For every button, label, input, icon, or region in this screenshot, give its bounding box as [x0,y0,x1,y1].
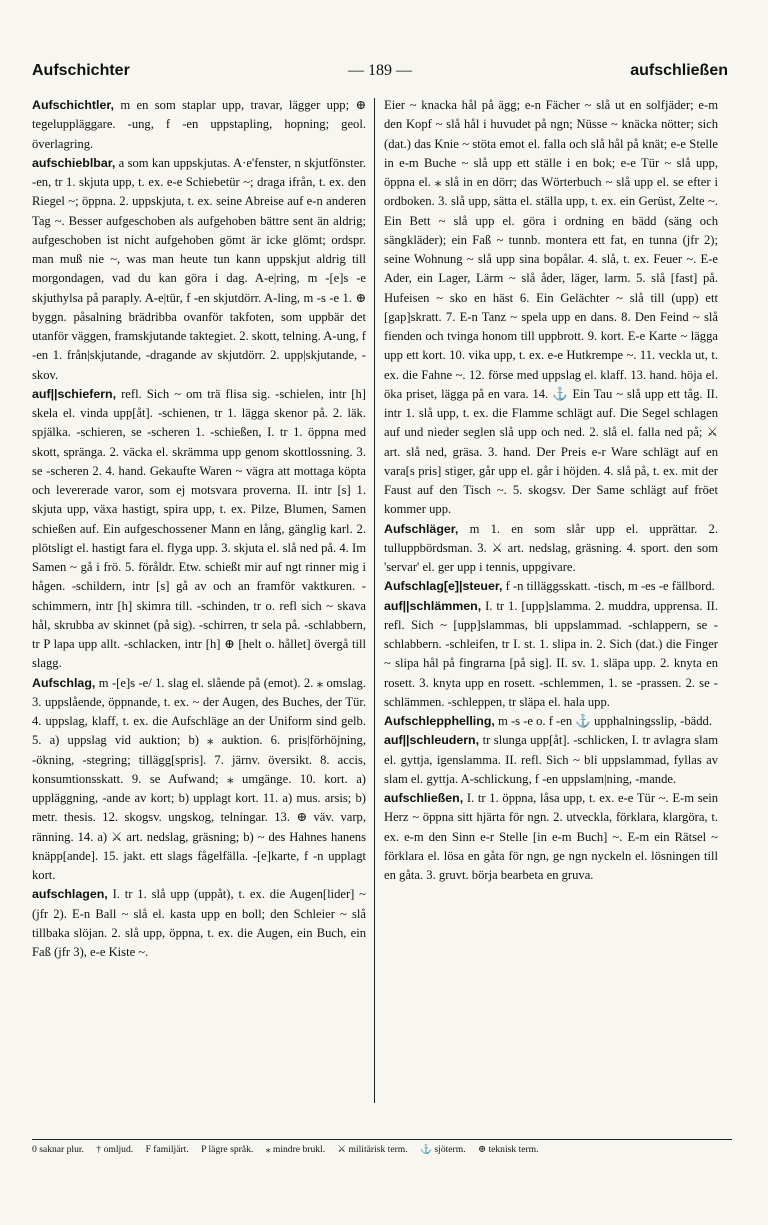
entry-headword: Aufschlag[e]|steuer, [384,579,503,594]
entry-headword: Aufschlepphelling, [384,714,495,728]
legend-item: 0 saknar plur. [32,1144,84,1155]
entry-headword: aufschlagen, [32,887,108,902]
entry-headword: Aufschlag, [32,675,96,690]
dictionary-entry [32,674,366,886]
entry-text: I. tr 1. slå upp (uppåt), t. ex. die Augen[lider] ~ (jfr 2). E-n Ball ~ slå el. kasta upp en boll; den Schleier ~ slå tillbaka slöjan. 2. slå upp, öppna, t. ex. die Augen, ein Buch, ein Faß (jfr 3), e-e Kiste ~. [32,887,366,959]
dictionary-entry [32,385,366,674]
entry-text: m en som staplar upp, travar, lägger upp; ⊕ tegeluppläggare. -ung, f -en uppstapling, hopning; geol. överlagring. [32,98,366,151]
legend-item: † omljud. [96,1144,134,1155]
dictionary-entry [384,577,718,596]
dictionary-entry [384,520,718,578]
entry-text: m -s -e o. f -en ⚓ upphalningsslip, -bädd. [498,714,712,728]
left-column [32,96,366,1096]
legend-item: ⚔ militärisk term. [337,1144,408,1155]
entry-text: refl. Sich ~ om trä flisa sig. -schielen, intr [h] skela el. vinda upp[åt]. -schienen, tr 1. lägga skenor på. 2. läk. spjälka. -schieren, se -scheren 1. -schießen, I. tr 1. öppna med skott, spränga. 2. väcka el. skrämma upp genom skottlossning. 3. se -scheren 2. 4. hand. Gekaufte Waren ~ vägra att mottaga köpta och levererade varor, som ej motsvara proverna. II. intr [s] 1. skjuta upp, växa hastigt, spira upp, t. ex. Pilze, Blumen, Samen schießen auf. Ein aufgeschossener Mann en lång, gänglig karl. 2. plötsligt el. hastigt fara el. flyga upp. 3. skjuta el. slå ned på. 4. Im Samen ~ gå i frö. 5. föråldr. Etw. schießt mir auf ngt rinner mig i hågen. -schildern, intr [s] gå av och an framför vaktkuren. -schimmern, intr [h] skimra till. -schinden, tr o. refl sich ~ skava hål, skrubba av skinnet (på sig). -schirren, tr sela på. -schlabbern, tr P lapa upp allt. -schlacken, intr [h] ⊕ [helt o. hållet] övergå till slagg. [32,386,366,671]
entry-text: tr slunga upp[åt]. -schlicken, I. tr avlagra slam el. gyttja, igenslamma. II. refl. Sich ~ bli uppslammad, fyllas av slam el. gyttja. A-schlickung, f -en uppslam|ning, -mande. [384,733,718,786]
entry-text: m 1. en som slår upp el. upprättar. 2. tulluppbördsman. 3. ⚔ art. nedslag, gräsning. 4. sport. den som 'servar' el. ger upp i tennis, uppgivare. [384,521,718,574]
column-divider [374,98,375,1103]
page-header [32,62,728,84]
entry-text: Eier ~ knacka hål på ägg; e-n Fächer ~ slå ut en solfjäder; e-m den Kopf ~ slå hål i huvudet på ngn; Nüsse ~ knäcka nötter; sich (dat.) das Knie ~ stöta emot el. falla och slå hål på knät; e-e Stelle in e-m Buche ~ slå upp ett ställe i en bok; e-e Tür ~ slå upp, öppna el. ⁎ slå in en dörr; das Wörterbuch ~ slå upp el. se efter i ordboken. 3. slå upp, sätta el. ställa upp, t. ex. ein Gerüst, Zelte ~. Ein Bett ~ slå upp el. göra i ordning en bädd (säng och sängkläder); ein Faß ~ tunnb. montera ett fat, en tunna (jfr 2); seine Wohnung ~ slå upp sina bopålar. 4. slå, t. ex. Feuer ~. E-e Ader, ein Lager, Lärm ~ slå åder, läger, larm. 5. slå [fast] på. Hufeisen ~ sko en häst 6. Ein Gelächter ~ slå till (upp) ett [gap]skratt. 7. E-n Tanz ~ spela upp en dans. 8. Den Feind ~ slå fienden och tvinga honom till uppbrott. 9. kort. E-e Karte ~ lägga upp ett kort. 10. vika upp, t. ex. e-e Hutkrempe ~. 11. veckla ut, t. ex. die Fahne ~. 12. förse med uppslag el. klaff. 13. hand. höja el. öka priset, lägga på en vara. 14. ⚓ Ein Tau ~ slå upp ett tåg. II. intr 1. slå upp, t. ex. die Flamme schlägt auf. Die Segel schlagen auf und nieder seglen slå upp och ned. 2. slå el. falla ned på; ⚔ art. slå ned, gräsa. 3. hand. Der Preis e-r Ware schlägt auf en vara[s pris] stiger, går upp el. går i höjden. 4. slå på, t. ex. mit der Faust auf den Tisch ~. 5. skogsv. Der Same schlägt auf fröet kommer upp. [384,98,718,517]
entry-headword: auf||schiefern, [32,386,117,401]
page-number: — 189 — [348,62,412,79]
entry-headword: aufschieblbar, [32,155,116,170]
entry-text: I. tr 1. öppna, låsa upp, t. ex. e-e Tür ~. E-m sein Herz ~ öppna sitt hjärta för ngn. 2. utveckla, förklara, klargöra, t. ex. e-m den Sinn e-r Stelle [in e-m Buch] ~. E-m ein Rätsel ~ förklara el. lösa en gåta för ngn, ge ngn nyckeln el. lösningen till en gåta. 3. gruvt. börja bearbeta en gruva. [384,791,718,882]
legend-item: ⚓ sjöterm. [420,1144,466,1155]
dictionary-entry [384,597,718,713]
entry-headword: Aufschläger, [384,521,459,536]
abbreviation-legend [32,1144,732,1155]
entry-text: I. tr 1. [upp]slamma. 2. muddra, upprensa. II. refl. Sich ~ [upp]slammas, bli uppslammad. -schlappern, se -schlabbern. -schleifen, tr I. st. 1. slipa in. 2. Sich (dat.) die Finger ~ slipa hål på fingrarna [på sig]. II. sv. 1. släpa upp. 2. knyta en rosett. 3. knyta upp en rosett. -schlemmen, 1. se -prassen. 2. se -schlämmen. -schleppen, tr släpa el. hala upp. [384,598,718,709]
header-left-guide-word: Aufschichter [32,62,130,79]
dictionary-entry [32,885,366,962]
entry-text: m -[e]s -e/ 1. slag el. slående på (emot). 2. ⁎ omslag. 3. uppslående, öppnande, t. ex. ~ der Augen, des Buches, der Tür. 4. uppslag, klaff, t. ex. die Aufschläge an der Uniform sind gelb. 5. a) uppslag vid auktion; b) ⁎ auktion. 6. pris|förhöjning, -ökning, -stegring; tillägg[spris]. 7. järnv. översikt. 8. accis, konsumtionsskatt. 9. se Aufwand; ⁎ umgänge. 10. kort. a) uppläggning, -ande av kort; b) upplagt kort. 11. a) mus. arsis; b) metr. thesis. 12. skogsv. ungskog, telningar. 13. ⊕ väv. varp, ränning. 14. a) ⚔ art. nedslag, gräsning; b) ~ des Hahnes hanens knäpp[ande]. 15. jakt. ett slags fågelfälla. -[e]karte, f -n upplagt kort. [32,675,366,882]
legend-item: ⊕ teknisk term. [478,1144,539,1155]
dictionary-entry [384,731,718,789]
legend-item: ⁎ mindre brukl. [265,1144,326,1155]
entry-text: f -n tilläggsskatt. -tisch, m -es -e fällbord. [505,579,715,594]
legend-item: P lägre språk. [201,1144,254,1155]
entry-headword: Aufschichtler, [32,98,114,112]
dictionary-entry [384,789,718,885]
footer-rule [32,1139,732,1140]
entry-text: a som kan uppskjutas. A·e'fenster, n skjutfönster. -en, tr 1. skjuta upp, t. ex. e-e Schiebetür ~; draga ifrån, t. ex. den Riegel ~; öppna. 2. uppskjuta, t. ex. seine Abreise auf e-n anderen Tag ~. Besser aufgeschoben als aufgehoben bättre sent än aldrig; aufgeschoben ist nicht aufgehoben gömt är icke glömt; ordspr. man muß nie ~, was man heute tun kann uppskjut aldrig till morgondagen, vad du kan göra i dag. A-e|ring, m -[e]s -e skjuthylsa på paraply. A-e|tür, f -en skjutdörr. A-ling, m -s -e 1. ⊕ byggn. påsalning brädribba ovanför takfoten, som uppbär det utanför väggen, framskjutande taktegiet. 2. skott, telning. A-ung, f -en 1. från|skjutande, -dragande av skjutdörr. 2. upp|skjutande, -skov. [32,155,366,382]
header-right-guide-word: aufschließen [630,62,728,79]
dictionary-entry [384,712,718,731]
dictionary-entry [32,154,366,385]
entry-headword: auf||schleudern, [384,733,480,748]
entry-headword: aufschließen, [384,791,464,805]
dictionary-entry [32,96,366,154]
right-column [384,96,718,1096]
dictionary-entry [384,96,718,520]
legend-item: F familjärt. [145,1144,189,1155]
entry-headword: auf||schlämmen, [384,598,482,613]
